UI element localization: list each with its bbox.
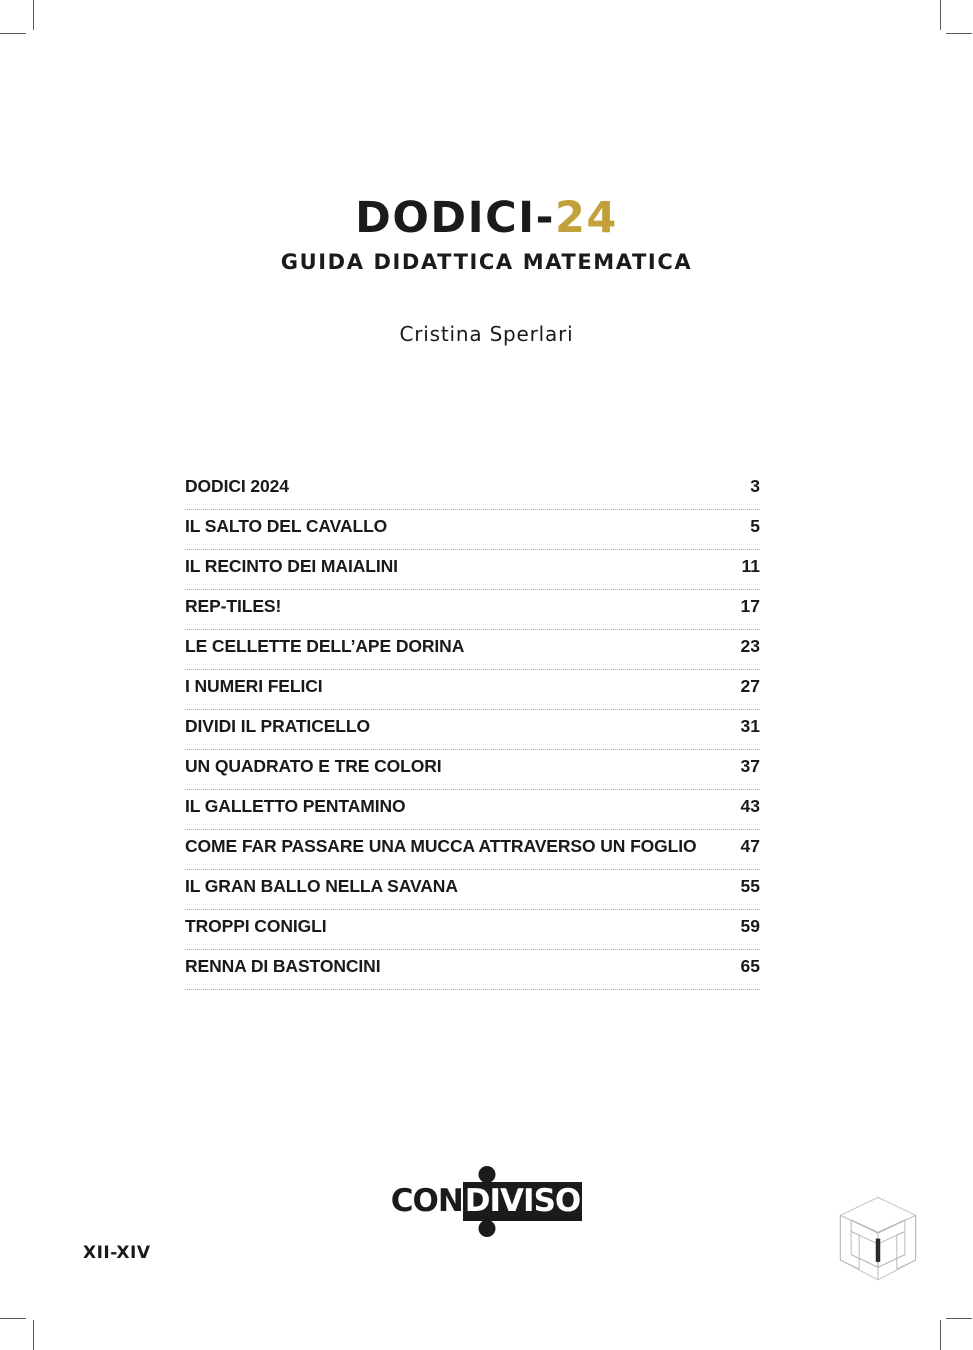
toc-entry-label: LE CELLETTE DELL’APE DORINA (185, 636, 465, 656)
toc-entry-label: TROPPI CONIGLI (185, 916, 327, 936)
toc-entry-label: DODICI 2024 (185, 476, 289, 496)
toc-entry-page-number: 11 (741, 556, 760, 576)
toc-entry-label: REP-TILES! (185, 596, 282, 616)
crop-mark-top-right-horizontal (946, 33, 972, 34)
toc-entry-label: UN QUADRATO E TRE COLORI (185, 756, 442, 776)
book-title (0, 193, 973, 243)
cube-center-strut (876, 1239, 880, 1262)
toc-entry-page-number: 37 (740, 756, 760, 776)
toc-entry-page-number: 59 (740, 916, 760, 936)
toc-entry-label: I NUMERI FELICI (185, 676, 323, 696)
toc-row[interactable] (185, 830, 760, 870)
crop-mark-bottom-right-vertical (940, 1320, 941, 1350)
book-author: Cristina Sperlari (399, 322, 574, 347)
masthead (0, 193, 973, 347)
crop-mark-bottom-left-vertical (33, 1320, 34, 1350)
publisher-logo (0, 1183, 973, 1219)
publisher-logo-stack (390, 1183, 583, 1219)
book-subtitle: GUIDA DIDATTICA MATEMATICA (280, 250, 693, 275)
publisher-wordmark (391, 1182, 583, 1221)
toc-entry-label: IL RECINTO DEI MAIALINI (185, 556, 398, 576)
toc-entry-label: IL SALTO DEL CAVALLO (185, 516, 388, 536)
toc-entry-label: RENNA DI BASTONCINI (185, 956, 381, 976)
toc-entry-label: IL GALLETTO PENTAMINO (185, 796, 406, 816)
toc-entry-page-number: 5 (750, 516, 760, 536)
table-of-contents (185, 470, 760, 990)
toc-row[interactable] (185, 550, 760, 590)
toc-entry-page-number: 55 (740, 876, 760, 896)
book-title-main: DODICI- (355, 193, 555, 243)
toc-entry-label: DIVIDI IL PRATICELLO (185, 716, 370, 736)
toc-entry-label: IL GRAN BALLO NELLA SAVANA (185, 876, 458, 896)
page-marker: XII-XIV (83, 1243, 151, 1263)
toc-row[interactable] (185, 790, 760, 830)
publisher-wordmark-diviso: DIVISO (464, 1183, 581, 1219)
toc-row[interactable] (185, 910, 760, 950)
division-dot-bottom-icon (479, 1220, 496, 1237)
toc-row[interactable] (185, 630, 760, 670)
toc-entry-page-number: 3 (750, 476, 760, 496)
toc-entry-page-number: 23 (740, 636, 760, 656)
toc-row[interactable] (185, 510, 760, 550)
toc-row[interactable] (185, 750, 760, 790)
crop-mark-top-left-vertical (33, 0, 34, 30)
toc-entry-page-number: 27 (740, 676, 760, 696)
toc-entry-page-number: 47 (740, 836, 760, 856)
toc-entry-label: COME FAR PASSARE UNA MUCCA ATTRAVERSO UN FOGLIO (185, 836, 697, 856)
impossible-cube-icon (833, 1192, 923, 1287)
crop-mark-bottom-left-horizontal (0, 1318, 26, 1319)
toc-entry-page-number: 65 (740, 956, 760, 976)
book-title-year: 24 (555, 193, 618, 243)
toc-row[interactable] (185, 590, 760, 630)
crop-mark-top-left-horizontal (0, 33, 26, 34)
crop-mark-bottom-right-horizontal (946, 1318, 972, 1319)
toc-row[interactable] (185, 950, 760, 990)
division-dot-top-icon (479, 1166, 496, 1183)
toc-entry-page-number: 17 (740, 596, 760, 616)
publisher-wordmark-con: CON (390, 1183, 463, 1219)
toc-row[interactable] (185, 470, 760, 510)
toc-row[interactable] (185, 870, 760, 910)
toc-row[interactable] (185, 670, 760, 710)
toc-row[interactable] (185, 710, 760, 750)
toc-entry-page-number: 31 (740, 716, 760, 736)
crop-mark-top-right-vertical (940, 0, 941, 30)
toc-entry-page-number: 43 (740, 796, 760, 816)
